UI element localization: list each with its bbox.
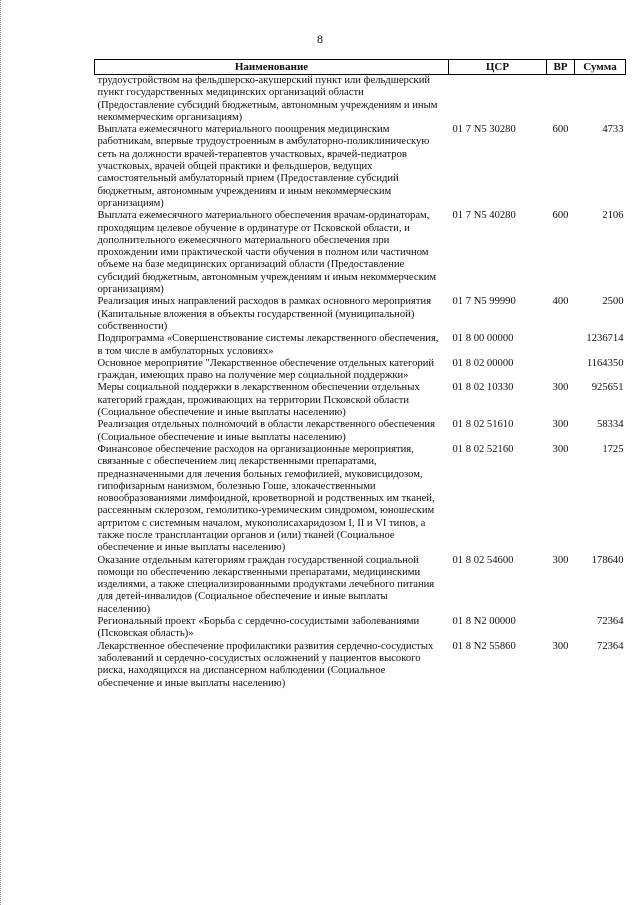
row-sum-cell: 178640: [591, 554, 624, 566]
row-name-cell: Финансовое обеспечение расходов на организационные мероприятия, связанные с обеспечением лиц лекарственными препаратами, предназначенными для лечения больных гемофилией, муковисцидозом, гипофизарным нанизмом, болезнью Гоше, злокачественными новообразованиями лимфоидной, кроветворной и родственных им тканей, рассеянным склерозом, гемолитико-уремическим синдромом, юношеским артритом с системным началом, мукополисахаридозом I, II и VI типов, а также после трансплантации органов и (или) тканей (Социальное обеспечение и иные выплаты населению): [97, 443, 435, 554]
row-vr-cell: 600: [552, 210, 569, 222]
header-name: Наименование: [95, 60, 449, 75]
row-csr-cell: 01 8 N2 00000: [452, 616, 516, 628]
table-row: [95, 75, 626, 125]
row-sum-cell: 72364: [597, 640, 624, 652]
table-row: [95, 555, 626, 616]
row-name-cell: Региональный проект «Борьба с сердечно-сосудистыми заболеваниями (Псковская область)»: [97, 616, 420, 640]
row-csr-cell: 01 8 02 00000: [452, 357, 514, 369]
row-csr-cell: 01 7 N5 30280: [452, 124, 516, 136]
row-sum-cell: 1725: [602, 443, 624, 455]
row-sum-cell: 72364: [597, 616, 624, 628]
row-sum-cell: [575, 75, 626, 125]
row-vr-cell: 300: [552, 640, 569, 652]
table-row: [95, 296, 626, 333]
row-name-cell: Меры социальной поддержки в лекарственном обеспечении отдельных категорий граждан, проживающих на территории Псковской области (Социальное обеспечение и иные выплаты населению): [97, 382, 420, 419]
page-number: 8: [317, 32, 323, 46]
row-name-cell: Реализация отдельных полномочий в области лекарственного обеспечения (Социальное обеспечение и иные выплаты населению): [97, 419, 435, 443]
table-row: [95, 210, 626, 296]
row-csr-cell: 01 7 N5 99990: [452, 296, 516, 308]
row-csr-cell: 01 8 00 00000: [452, 333, 514, 345]
row-vr-cell: 300: [552, 443, 569, 455]
row-sum-cell: 4733: [602, 124, 624, 136]
table-row: [95, 382, 626, 419]
row-vr-cell: [547, 75, 575, 125]
row-name-cell: Лекарственное обеспечение профилактики развития сердечно-сосудистых заболеваний и сердечно-сосудистых осложнений у пациентов высокого риска, находящихся на диспансерном наблюдении (Социальное обеспечение и иные выплаты населению): [97, 640, 434, 689]
row-vr-cell: [547, 616, 575, 641]
table-row: [95, 358, 626, 383]
row-name-cell: Основное мероприятие "Лекарственное обеспечение отдельных категорий граждан, имеющих право на получение мер социальной поддержки»: [97, 357, 435, 382]
header-sum: Сумма: [575, 60, 626, 75]
budget-table: [94, 59, 626, 690]
table-row: [95, 124, 626, 210]
row-vr-cell: [547, 358, 575, 383]
row-csr-cell: [449, 75, 547, 125]
row-vr-cell: 300: [552, 554, 569, 566]
row-csr-cell: 01 8 N2 55860: [452, 640, 516, 652]
header-vr: ВР: [547, 60, 575, 75]
row-name-cell: Выплата ежемесячного материального поощрения медицинским работникам, впервые трудоустроенным в амбулаторно-поликлиническую сеть на должности врачей-терапевтов участковых, врачей-педиатров участковых, врачей общей практики и фельдшеров, ведущих самостоятельный амбулаторный прием (Предоставление субсидий бюджетным, автономным учреждениям и иным некоммерческим организациям): [97, 124, 430, 209]
row-sum-cell: 1236714: [586, 333, 624, 345]
row-sum-cell: 925651: [591, 382, 624, 394]
row-name-cell: Оказание отдельным категориям граждан государственной социальной помощи по обеспечению лекарственными препаратами, медицинскими изделиями, а также специализированными продуктами лечебного питания для детей-инвалидов (Социальное обеспечение и иные выплаты населению): [97, 554, 435, 615]
row-csr-cell: 01 8 02 54600: [452, 554, 514, 566]
table-row: [95, 641, 626, 690]
table-row: [95, 333, 626, 358]
row-name-cell: Реализация иных направлений расходов в рамках основного мероприятия (Капитальные вложения в объекты государственной (муниципальной) собственности): [97, 296, 432, 332]
row-sum-cell: 2500: [602, 296, 624, 308]
row-vr-cell: [547, 333, 575, 358]
row-name-cell: трудоустройством на фельдшерско-акушерский пункт или фельдшерский пункт государственных медицинских организаций области (Предоставление субсидий бюджетным, автономным учреждениям и иным некоммерческим организациям): [97, 75, 438, 123]
row-sum-cell: 58334: [597, 419, 624, 431]
row-name-cell: Выплата ежемесячного материального обеспечения врачам-ординаторам, проходящим целевое обучение в ординатуре от Псковской области, и дополнительного ежемесячного материального обеспечения при прохождении ими практической части обучения в полном или частичном объеме на базе медицинских организаций области (Предоставление субсидий бюджетным, автономным учреждениям и иным некоммерческим организациям): [97, 210, 437, 296]
row-csr-cell: 01 8 02 10330: [452, 382, 514, 394]
row-vr-cell: 300: [552, 382, 569, 394]
table-row: [95, 419, 626, 444]
row-csr-cell: 01 8 02 52160: [452, 443, 514, 455]
row-csr-cell: 01 8 02 51610: [452, 419, 514, 431]
row-vr-cell: 400: [552, 296, 569, 308]
table-row: [95, 444, 626, 555]
row-sum-cell: 2106: [602, 210, 624, 222]
table-header-row: [95, 60, 626, 75]
header-csr: ЦСР: [449, 60, 547, 75]
row-csr-cell: 01 7 N5 40280: [452, 210, 516, 222]
row-sum-cell: 1164350: [586, 357, 624, 369]
row-name-cell: Подпрограмма «Совершенствование системы лекарственного обеспечения, в том числе в амбулаторных условиях»: [97, 333, 439, 357]
row-vr-cell: 600: [552, 124, 569, 136]
scan-edge: [0, 0, 6, 905]
row-vr-cell: 300: [552, 419, 569, 431]
table-row: [95, 616, 626, 641]
table-body: [95, 75, 626, 690]
